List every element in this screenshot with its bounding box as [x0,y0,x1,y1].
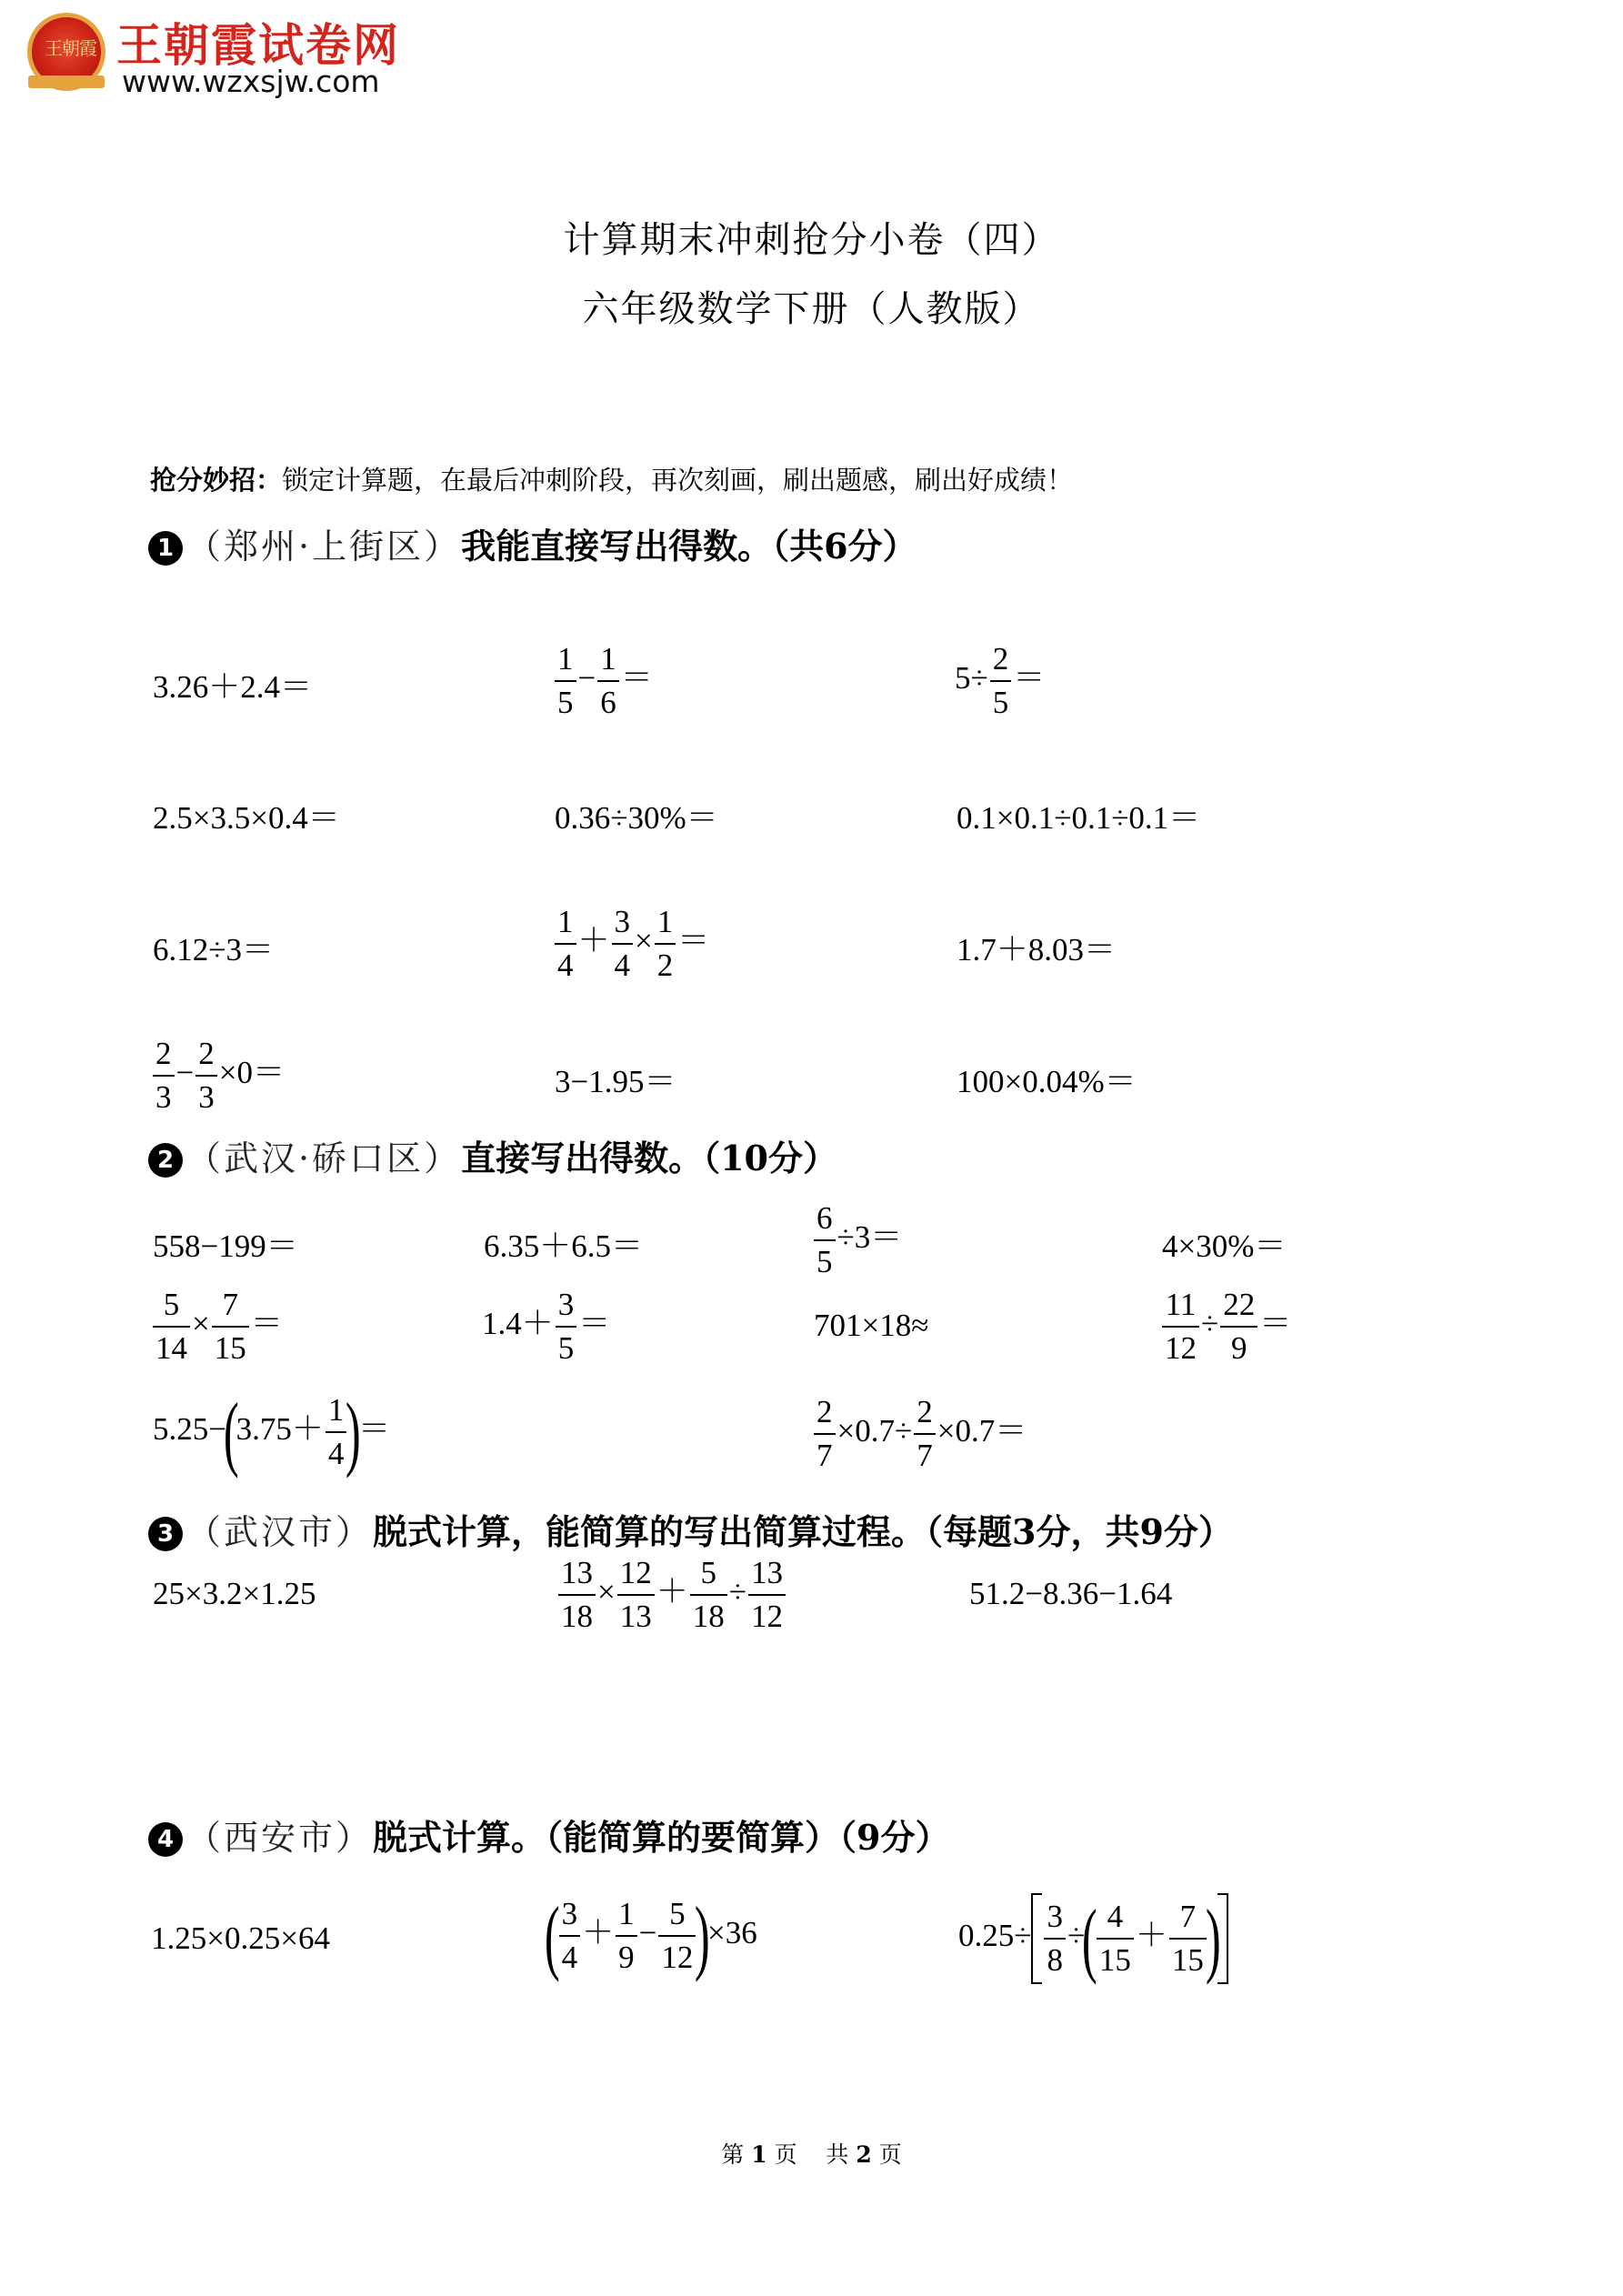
section-number-badge: 3 [148,1517,183,1551]
s1-expr-3: 5÷ $\frac{2}{5}$ ＝ [955,638,1045,724]
fraction: $\frac{1}{4}$ [555,901,576,987]
logo-ribbon [28,75,105,88]
section-source: （武汉市） [186,1512,374,1552]
page-footer: 第 1 页 共 2 页 [721,2141,902,2168]
s2-expr-8: $\frac{11}{12}$ ÷ $\frac{22}{9}$ ＝ [1160,1284,1291,1369]
s3-expr-1: 25×3.2×1.25 [153,1576,316,1611]
s1-expr-12: 100×0.04%＝ [957,1064,1137,1099]
fraction: $\frac{2}{5}$ [990,638,1012,724]
fraction: $\frac{3}{4}$ [612,901,634,987]
s2-expr-4: 4×30%＝ [1162,1228,1287,1264]
s2-expr-7: 701×18≈ [814,1308,929,1343]
paren-right: ) [695,1890,711,1982]
s1-expr-5: 0.36÷30%＝ [555,800,718,836]
s4-expr-2: ( $\frac{3}{4}$ ＋ $\frac{1}{9}$ − $\frac{5}{12}$ )×36 [544,1890,757,1982]
paren-left: ( [544,1890,560,1982]
logo-text: 王朝霞 [45,37,96,59]
page-subtitle: 六年级数学下册（人教版） [582,288,1041,330]
fraction: $\frac{2}{7}$ [914,1391,936,1477]
fraction: $\frac{2}{7}$ [814,1391,836,1477]
page-total: 2 [856,2141,872,2168]
section-2-heading [148,1130,837,1180]
s3-expr-3: 51.2−8.36−1.64 [969,1576,1173,1611]
fraction: $\frac{22}{9}$ [1220,1284,1257,1369]
fraction: $\frac{7}{15}$ [212,1284,249,1369]
s2-expr-9: 5.25−(3.75＋ $\frac{1}{4}$ )＝ [153,1386,391,1479]
s2-expr-10: $\frac{2}{7}$ ×0.7÷ $\frac{2}{7}$ ×0.7＝ [812,1391,1027,1477]
s1-expr-8: $\frac{1}{4}$ ＋ $\frac{3}{4}$ × $\frac{1}{2}$ ＝ [553,901,709,987]
fraction: $\frac{1}{2}$ [655,901,676,987]
s3-expr-2: $\frac{13}{18}$ × $\frac{12}{13}$ ＋ $\frac{5}{18}$ ÷ $\frac{13}{12}$ [556,1552,787,1638]
section-source: （西安市） [186,1818,374,1858]
fraction: $\frac{11}{12}$ [1162,1284,1199,1369]
fraction: $\frac{2}{3}$ [153,1033,175,1118]
fraction: $\frac{12}{13}$ [617,1552,655,1638]
s1-expr-1: 3.26＋2.4＝ [153,669,313,705]
s1-expr-6: 0.1×0.1÷0.1÷0.1＝ [957,800,1201,836]
fraction: $\frac{13}{12}$ [748,1552,786,1638]
fraction: $\frac{6}{5}$ [814,1198,836,1283]
section-source: （郑州·上街区） [186,526,462,566]
section-4-heading [148,1810,949,1860]
tip-text: 锁定计算题，在最后冲刺阶段，再次刻画，刷出题感，刷出好成绩！ [282,465,1074,496]
s1-expr-7: 6.12÷3＝ [153,932,274,968]
paren-left: ( [1082,1892,1097,1985]
s2-expr-2: 6.35＋6.5＝ [484,1228,644,1264]
section-title: 直接写出得数。（10分） [461,1138,837,1178]
page-number: 1 [751,2141,767,2168]
section-1-heading [148,518,917,568]
section-number-badge: 4 [148,1822,183,1857]
s1-expr-4: 2.5×3.5×0.4＝ [153,800,340,836]
s2-expr-3: $\frac{6}{5}$ ÷3＝ [812,1198,902,1283]
paren-right: ) [346,1386,362,1479]
s1-expr-2: $\frac{1}{5}$ − $\frac{1}{6}$ ＝ [553,638,653,724]
brand-logo [27,13,105,91]
s4-expr-1: 1.25×0.25×64 [151,1920,330,1956]
fraction: $\frac{5}{12}$ [658,1893,696,1979]
s1-expr-10: $\frac{2}{3}$ − $\frac{2}{3}$ ×0＝ [151,1033,285,1118]
fraction: $\frac{5}{14}$ [153,1284,190,1369]
fraction: $\frac{3}{8}$ [1044,1896,1066,1981]
paren-right: ) [1205,1892,1221,1985]
section-title: 脱式计算。（能简算的要简算）（9分） [373,1817,950,1858]
fraction: $\frac{5}{18}$ [690,1552,727,1638]
fraction: $\frac{1}{5}$ [555,638,576,724]
fraction: $\frac{1}{6}$ [597,638,619,724]
fraction: $\frac{2}{3}$ [195,1033,217,1118]
section-source: （武汉·硚口区） [186,1138,462,1178]
fraction: $\frac{7}{15}$ [1169,1896,1207,1981]
section-number-badge: 1 [148,531,183,566]
tip-line [150,460,1073,497]
fraction: $\frac{13}{18}$ [558,1552,596,1638]
s1-expr-11: 3−1.95＝ [555,1064,676,1099]
s1-expr-9: 1.7＋8.03＝ [957,932,1117,968]
s2-expr-5: $\frac{5}{14}$ × $\frac{7}{15}$ ＝ [151,1284,283,1369]
fraction: $\frac{1}{4}$ [326,1389,347,1475]
fraction: $\frac{3}{4}$ [559,1893,581,1979]
s2-expr-1: 558−199＝ [153,1228,298,1264]
page-title: 计算期末冲刺抢分小卷（四） [563,219,1060,261]
fraction: $\frac{4}{15}$ [1097,1896,1134,1981]
section-3-heading [148,1504,1233,1554]
section-number-badge: 2 [148,1143,183,1178]
bracket-left [1031,1893,1042,1984]
fraction: $\frac{3}{5}$ [556,1284,577,1369]
section-title: 我能直接写出得数。（共6分） [461,526,917,566]
fraction: $\frac{1}{9}$ [616,1893,637,1979]
brand-name: 王朝霞试卷网 [116,19,400,72]
s4-expr-3: 0.25÷ $\frac{3}{8}$ ÷( $\frac{4}{15}$ ＋ $\frac{7}{15}$ ) [958,1893,1228,1984]
paren-left: ( [223,1386,239,1479]
tip-label: 抢分妙招： [150,465,283,496]
section-title: 脱式计算，能简算的写出简算过程。（每题3分，共9分） [373,1511,1233,1552]
s2-expr-6: 1.4＋ $\frac{3}{5}$ ＝ [482,1284,610,1369]
brand-url[interactable]: www.wzxsjw.com [122,64,380,99]
